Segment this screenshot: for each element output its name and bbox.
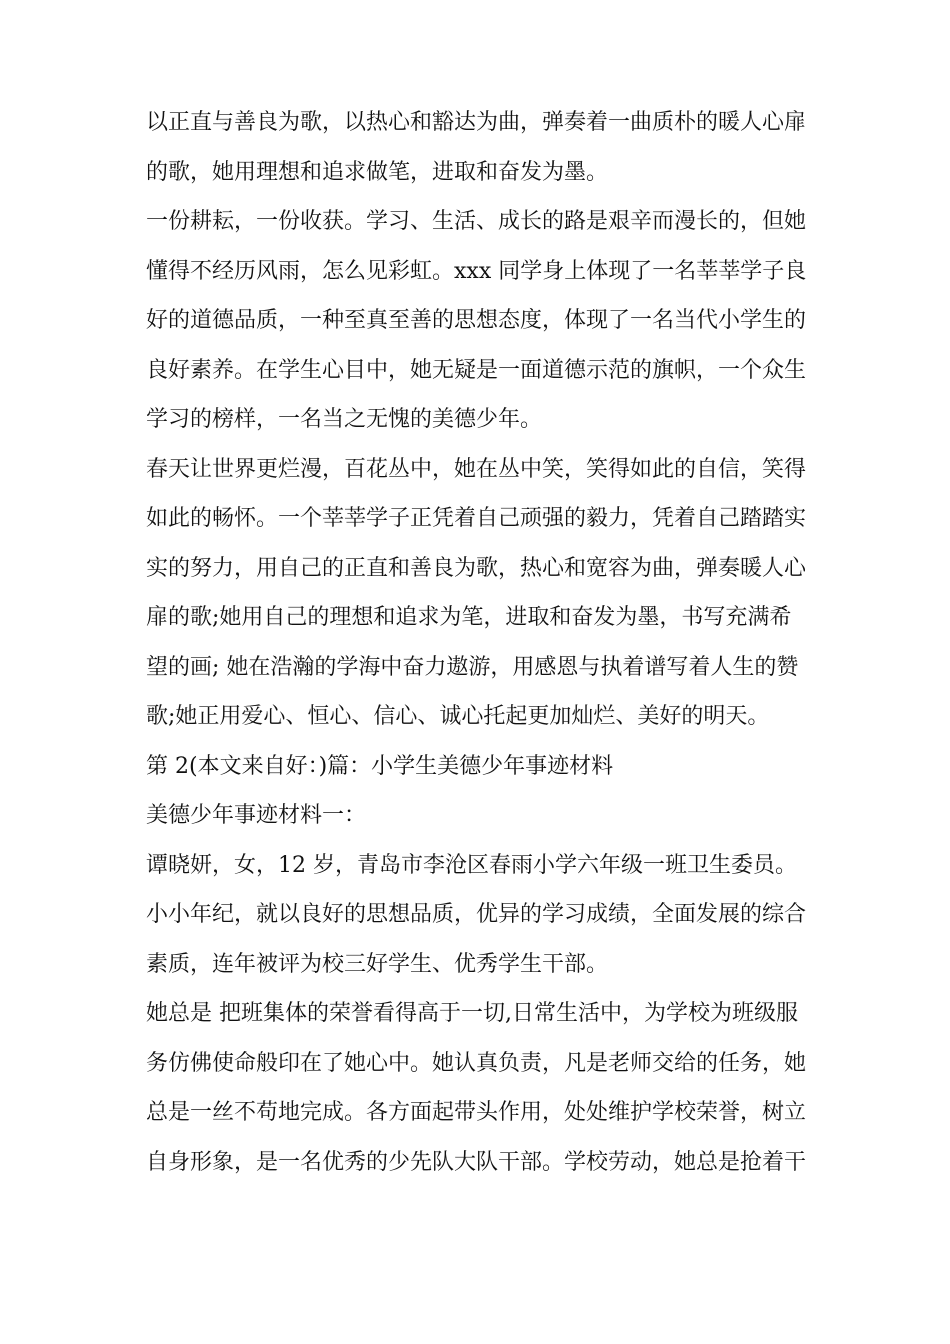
section-heading: 第 2(本文来自好：)篇：小学生美德少年事迹材料 xyxy=(146,753,614,779)
text-line: 谭晓妍，女，12 岁，青岛市李沧区春雨小学六年级一班卫生委员。 xyxy=(146,852,797,878)
subsection-heading: 美德少年事迹材料一： xyxy=(146,803,367,828)
text-line: 小小年纪，就以良好的思想品质，优异的学习成绩，全面发展的综合 xyxy=(146,902,807,927)
text-line: 学习的榜样，一名当之无愧的美德少年。 xyxy=(146,407,543,432)
text-line: 好的道德品质，一种至真至善的思想态度，体现了一名当代小学生的 xyxy=(146,308,807,333)
text-line: 总是一丝不苟地完成。各方面起带头作用，处处维护学校荣誉，树立 xyxy=(146,1100,807,1125)
document-body xyxy=(146,98,826,1187)
text-line: 自身形象，是一名优秀的少先队大队干部。学校劳动，她总是抢着干 xyxy=(146,1149,807,1175)
text-line: 她总是 把班集体的荣誉看得高于一切,日常生活中，为学校为班级服 xyxy=(146,1001,798,1026)
text-line: 实的努力，用自己的正直和善良为歌，热心和宽容为曲，弹奏暖人心 xyxy=(146,555,807,581)
text-line: 扉的歌;她用自己的理想和追求为笔，进取和奋发为墨，书写充满希 xyxy=(146,605,792,630)
text-line: 素质，连年被评为校三好学生、优秀学生干部。 xyxy=(146,951,609,977)
text-line: 的歌，她用理想和追求做笔，进取和奋发为墨。 xyxy=(146,159,609,185)
text-line: 春天让世界更烂漫，百花丛中，她在丛中笑，笑得如此的自信，笑得 xyxy=(146,456,807,482)
text-line: 望的画; 她在浩瀚的学海中奋力遨游，用感恩与执着谱写着人生的赞 xyxy=(146,654,799,680)
text-line: 如此的畅怀。一个莘莘学子正凭着自己顽强的毅力，凭着自己踏踏实 xyxy=(146,506,807,531)
text-line: 良好素养。在学生心目中，她无疑是一面道德示范的旗帜，一个众生 xyxy=(146,357,807,383)
text-line: 懂得不经历风雨，怎么见彩虹。xxx 同学身上体现了一名莘莘学子良 xyxy=(146,258,807,284)
text-line: 以正直与善良为歌，以热心和豁达为曲，弹奏着一曲质朴的暖人心扉 xyxy=(146,110,807,135)
text-line: 歌;她正用爱心、恒心、信心、诚心托起更加灿烂、美好的明天。 xyxy=(146,704,770,729)
text-line: 务仿佛使命般印在了她心中。她认真负责，凡是老师交给的任务，她 xyxy=(146,1050,807,1076)
text-line: 一份耕耘，一份收获。学习、生活、成长的路是艰辛而漫长的，但她 xyxy=(146,209,807,234)
